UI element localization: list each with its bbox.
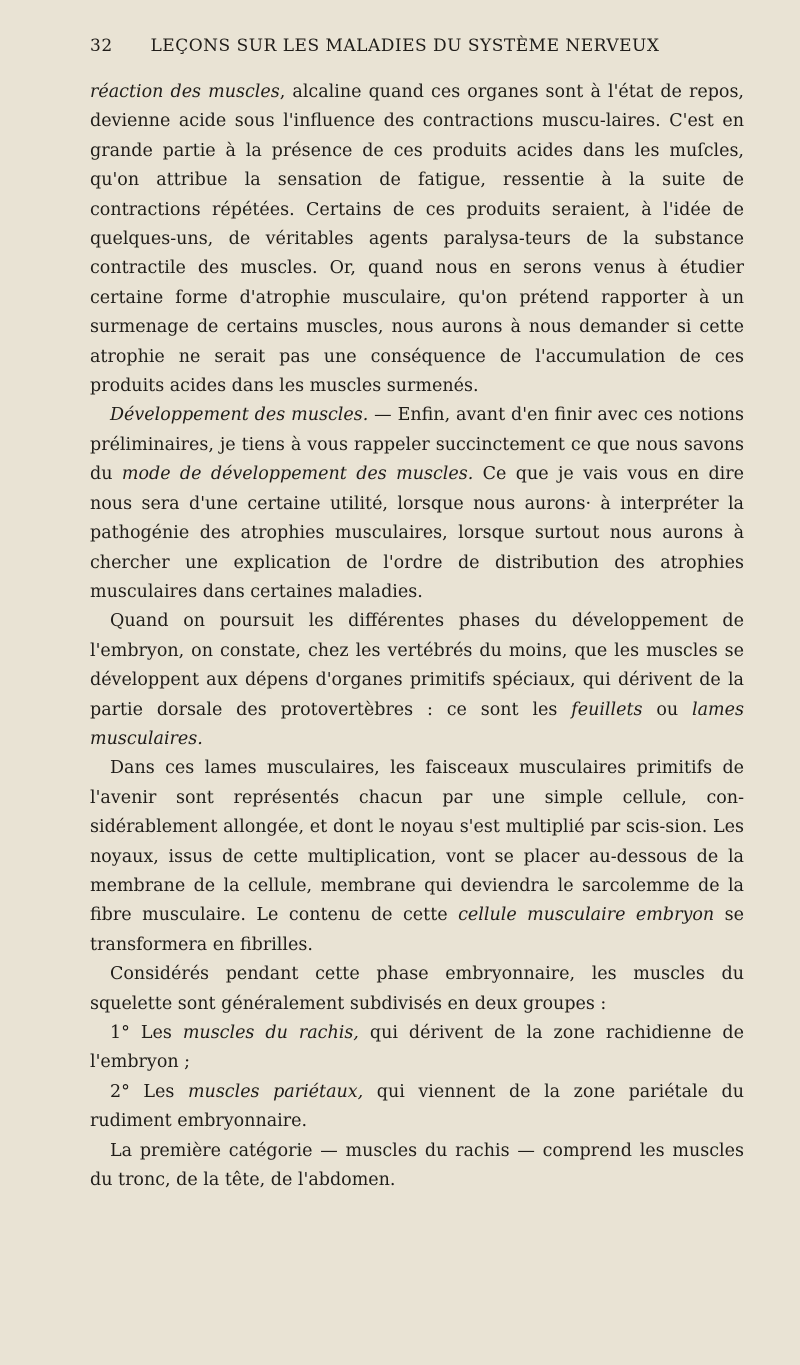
- paragraph: [90, 78, 744, 401]
- text-run: Considérés pendant cette phase embryonnaire, les muscles du squelette sont généralement subdivisés en deux groupes :: [90, 964, 744, 1014]
- text-run: — Enfin, avant d'en finir avec ces notions préliminaires, je tiens à vous rappeler succinctement ce que nous savons du: [90, 405, 745, 485]
- text-run: , alcaline quand ces organes sont à l'état de repos, devienne acide sous l'influence des contractions muscu-laires. C'est en grande partie à la présence de ces produits acides dans les muſcles, qu'on attribue la sensation de fatigue, ressentie à la suite de contractions répétées. Certains de ces produits seraient, à l'idée de quelques-uns, de véritables agents paralysa-teurs de la substance contractile des muscles. Or, quand nous en serons venus à étudier certaine forme d'atrophie musculaire, qu'on prétend rapporter à un surmenage de certains muscles, nous aurons à nous demander si cette atrophie ne serait pas une conséquence de l'accumulation de ces produits acides dans les muscles surmenés.: [90, 82, 744, 397]
- paragraph: [90, 1137, 744, 1196]
- text-run: se transformera en fibrilles.: [90, 905, 744, 955]
- italic-text: mode de développement des muscles.: [121, 464, 474, 485]
- running-title: LEÇONS SUR LES MALADIES DU SYSTÈME NERVEUX: [150, 36, 660, 56]
- italic-text: lames musculaires.: [90, 699, 744, 749]
- page-number: 32: [90, 36, 113, 56]
- text-run: 2° Les: [110, 1081, 188, 1102]
- body-text: [90, 78, 744, 1195]
- text-run: La première catégorie — muscles du rachis — comprend les muscles du tronc, de la tête, de l'abdomen.: [90, 1140, 744, 1191]
- paragraph: [90, 1019, 744, 1078]
- running-header: [90, 36, 720, 60]
- italic-text: muscles pariétaux,: [187, 1081, 364, 1102]
- italic-text: réaction des muscles: [90, 82, 280, 102]
- italic-text: muscles du rachis,: [182, 1023, 359, 1043]
- text-run: Ce que je vais vous en dire nous sera d'une certaine utilité, lorsque nous aurons· à interpréter la pathogénie des atrophies musculaires, lorsque surtout nous aurons à chercher une explication de l'ordre de distribution des atrophies musculaires dans certaines maladies.: [90, 464, 744, 602]
- text-run: Dans ces lames musculaires, les faisceaux musculaires primitifs de l'avenir sont représentés chacun par une simple cellule, con-sidérablement allongée, et dont le noyau s'est multiplié par scis-sion. Les noyaux, issus de cette multiplication, vont se placer au-dessous de la membrane de la cellule, membrane qui deviendra le sarcolemme de la fibre musculaire. Le contenu de cette: [90, 758, 744, 926]
- text-run: ou: [642, 699, 693, 720]
- text-run: qui viennent de la zone pariétale du rudiment embryonnaire.: [90, 1081, 745, 1132]
- italic-text: feuillets: [571, 699, 643, 720]
- italic-text: Développement des muscles.: [110, 405, 369, 426]
- italic-text: cellule musculaire embryon: [458, 905, 715, 926]
- paragraph: [90, 607, 744, 754]
- text-run: qui dérivent de la zone rachidienne de l'embryon ;: [90, 1023, 744, 1073]
- paragraph: [90, 960, 744, 1019]
- paragraph: [90, 401, 744, 607]
- paragraph: [90, 754, 744, 960]
- text-run: 1° Les: [110, 1023, 183, 1043]
- paragraph: [90, 1078, 744, 1137]
- text-run: Quand on poursuit les différentes phases du développement de l'embryon, on constate, chez les vertébrés du moins, que les muscles se développent aux dépens d'organes primitifs spéciaux, qui dérivent de la partie dorsale des protovertèbres : ce sont les: [90, 611, 744, 720]
